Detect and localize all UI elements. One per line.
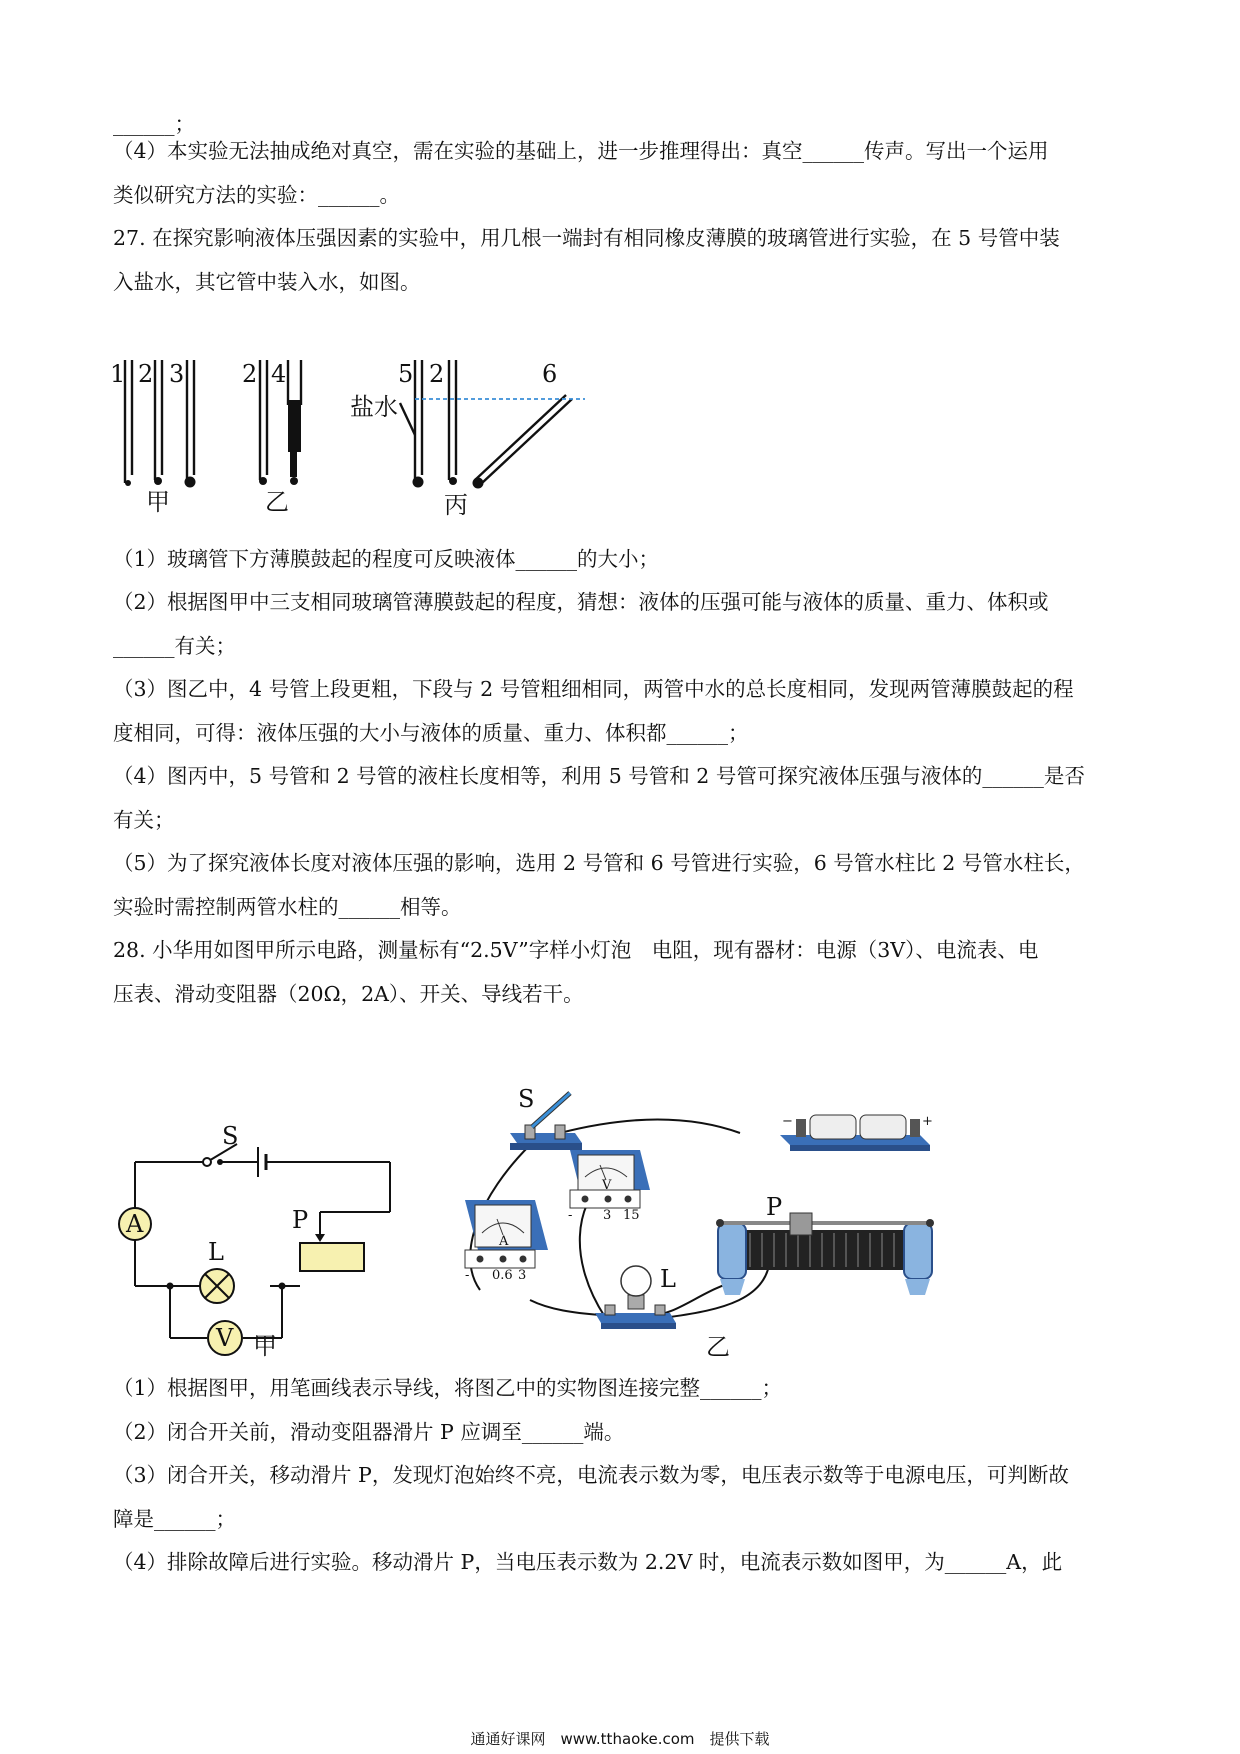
- tube-label-4: 4: [271, 360, 287, 388]
- question-27-part-3-line-2: 度相同，可得：液体压强的大小与液体的质量、重力、体积都______；: [113, 721, 749, 745]
- caption-jia: 甲: [146, 488, 170, 516]
- tube-label-3: 3: [169, 360, 185, 388]
- rheostat-symbol: [300, 1243, 364, 1271]
- tube-label-1: 1: [110, 360, 126, 388]
- lamp-label-b: L: [660, 1265, 676, 1293]
- caption-yi: 乙: [265, 488, 289, 516]
- lamp-label: L: [208, 1238, 224, 1266]
- ammeter-tick-06: 0.6: [492, 1268, 513, 1283]
- voltmeter-tick-3: 3: [603, 1208, 612, 1223]
- question-28-line-1: 28. 小华用如图甲所示电路，测量标有“2.5V”字样小灯泡 电阻，现有器材：电源（3V）、电流表、电: [113, 938, 1039, 962]
- question-27-part-5-line-1: （5）为了探究液体长度对液体压强的影响，选用 2 号管和 6 号管进行实验，6 号管水柱比 2 号管水柱长，: [113, 851, 1085, 875]
- question-27-part-3-line-1: （3）图乙中，4 号管上段更粗，下段与 2 号管粗细相同，两管中水的总长度相同，发现两管薄膜鼓起的程: [113, 677, 1074, 701]
- battery-component: [780, 1115, 930, 1151]
- question-27-part-4-line-2: 有关；: [113, 808, 175, 832]
- ammeter-tick-minus: -: [465, 1268, 470, 1283]
- question-27-line-2: 入盐水，其它管中装入水，如图。: [113, 270, 421, 294]
- membrane-tube-5: [413, 477, 424, 488]
- question-27-part-2-line-2: ______有关；: [113, 634, 236, 658]
- switch-contact-right: [217, 1159, 223, 1165]
- slider-label-b: P: [766, 1193, 783, 1221]
- saltwater-label: 盐水: [350, 393, 398, 421]
- membrane-tube-4: [290, 477, 298, 485]
- voltmeter-tick-15: 15: [623, 1208, 640, 1223]
- membrane-tube-1: [125, 480, 131, 486]
- caption-yi-28: 乙: [706, 1333, 730, 1361]
- voltmeter-tick-minus: -: [568, 1208, 573, 1223]
- ammeter-dial-label: A: [499, 1234, 509, 1249]
- question-27-part-4-line-1: （4）图丙中，5 号管和 2 号管的液柱长度相等，利用 5 号管和 2 号管可探究液体压强与液体的______是否: [113, 764, 1085, 788]
- question-28-part-4-line-1: （4）排除故障后进行实验。移动滑片 P，当电压表示数为 2.2V 时，电流表示数如图甲，为______A，此: [113, 1550, 1063, 1574]
- membrane-tube-2c: [449, 477, 457, 485]
- figure-27-tubes: [110, 355, 590, 525]
- figure-28-circuit-diagram: [110, 1100, 410, 1360]
- question-28-part-1: （1）根据图甲，用笔画线表示导线，将图乙中的实物图连接完整______；: [113, 1376, 783, 1400]
- question-27-part-2-line-1: （2）根据图甲中三支相同玻璃管薄膜鼓起的程度，猜想：液体的压强可能与液体的质量、重力、体积或: [113, 590, 1049, 614]
- voltmeter-label: V: [216, 1324, 234, 1352]
- question-27-part-1: （1）玻璃管下方薄膜鼓起的程度可反映液体______的大小；: [113, 547, 660, 571]
- node-right: [279, 1283, 286, 1290]
- battery-minus-label: −: [782, 1114, 793, 1129]
- node-left: [167, 1283, 174, 1290]
- tube-label-2b: 2: [242, 360, 258, 388]
- rheostat-component: [716, 1213, 934, 1295]
- switch-label-b: S: [518, 1085, 535, 1113]
- question-27-part-5-line-2: 实验时需控制两管水柱的______相等。: [113, 895, 462, 919]
- question-27-line-1: 27. 在探究影响液体压强因素的实验中，用几根一端封有相同橡皮薄膜的玻璃管进行实验，在 5 号管中装: [113, 226, 1060, 250]
- tube-label-2: 2: [138, 360, 154, 388]
- ammeter-tick-3: 3: [518, 1268, 527, 1283]
- switch-contact-left: [203, 1158, 211, 1166]
- tube-4-wide-section: [288, 400, 301, 452]
- membrane-tube-6: [473, 478, 484, 489]
- membrane-tube-2: [154, 477, 162, 485]
- membrane-tube-2b: [259, 477, 267, 485]
- slider-label: P: [292, 1206, 309, 1234]
- caption-jia-28: 甲: [253, 1332, 277, 1360]
- text-line-2: （4）本实验无法抽成绝对真空，需在实验的基础上，进一步推理得出：真空______传声。写出一个运用: [113, 139, 1049, 163]
- page-footer: 通通好课网 www.tthaoke.com 提供下载: [470, 1730, 770, 1748]
- question-28-part-3-line-2: 障是______；: [113, 1507, 236, 1531]
- question-28-part-2: （2）闭合开关前，滑动变阻器滑片 P 应调至______端。: [113, 1420, 625, 1444]
- question-28-part-3-line-1: （3）闭合开关，移动滑片 P，发现灯泡始终不亮，电流表示数为零，电压表示数等于电源电压，可判断故: [113, 1463, 1069, 1487]
- voltmeter-dial-label: V: [602, 1178, 612, 1193]
- tube-label-6: 6: [542, 360, 558, 388]
- question-28-line-2: 压表、滑动变阻器（20Ω，2A）、开关、导线若干。: [113, 982, 584, 1006]
- text-line-3: 类似研究方法的实验：______。: [113, 183, 400, 207]
- tube-label-5: 5: [398, 360, 414, 388]
- switch-label: S: [222, 1122, 239, 1150]
- text-line-1: ______；: [113, 112, 195, 136]
- ammeter-label: A: [126, 1210, 144, 1238]
- tube-label-2c: 2: [429, 360, 445, 388]
- battery-plus-label: +: [922, 1114, 933, 1129]
- caption-bing: 丙: [444, 491, 468, 519]
- figure-28-apparatus: [465, 1085, 980, 1361]
- membrane-tube-3: [185, 477, 196, 488]
